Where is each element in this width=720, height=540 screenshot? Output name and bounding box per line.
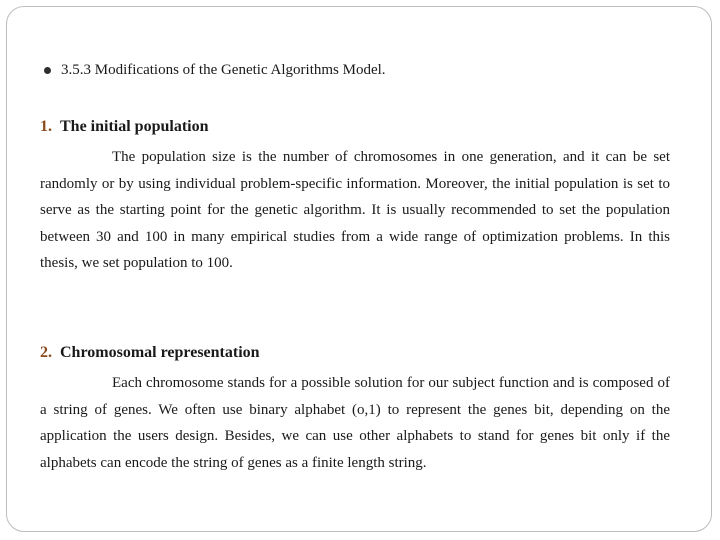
section-number: 1. [40, 118, 52, 135]
section-paragraph: The population size is the number of chromosomes in one generation, and it can be set randomly or by using individual problem-specific information. Moreover, the initial population is set to serve as the starting point for the genetic algorithm. It is usually recommended to set the population between 30 and 100 in many empirical studies from a wide range of optimization problems. In this thesis, we set population to 100. [40, 149, 670, 272]
section-heading [40, 344, 670, 362]
section-heading [40, 118, 670, 136]
section-title: The initial population [60, 118, 209, 135]
section-initial-population [40, 118, 670, 277]
section-number: 2. [40, 344, 52, 361]
bullet-dot-icon [44, 67, 51, 74]
bullet-text: 3.5.3 Modifications of the Genetic Algorithms Model. [61, 62, 386, 78]
bullet-item [44, 62, 386, 79]
section-paragraph: Each chromosome stands for a possible solution for our subject function and is composed of a string of genes. We often use binary alphabet (o,1) to represent the genes bit, depending on the application the users design. Besides, we can use other alphabets to stand for genes bit only if the alphabets can encode the string of genes as a finite length string. [40, 375, 670, 471]
section-title: Chromosomal representation [60, 344, 260, 361]
section-chromosomal-representation [40, 344, 670, 476]
